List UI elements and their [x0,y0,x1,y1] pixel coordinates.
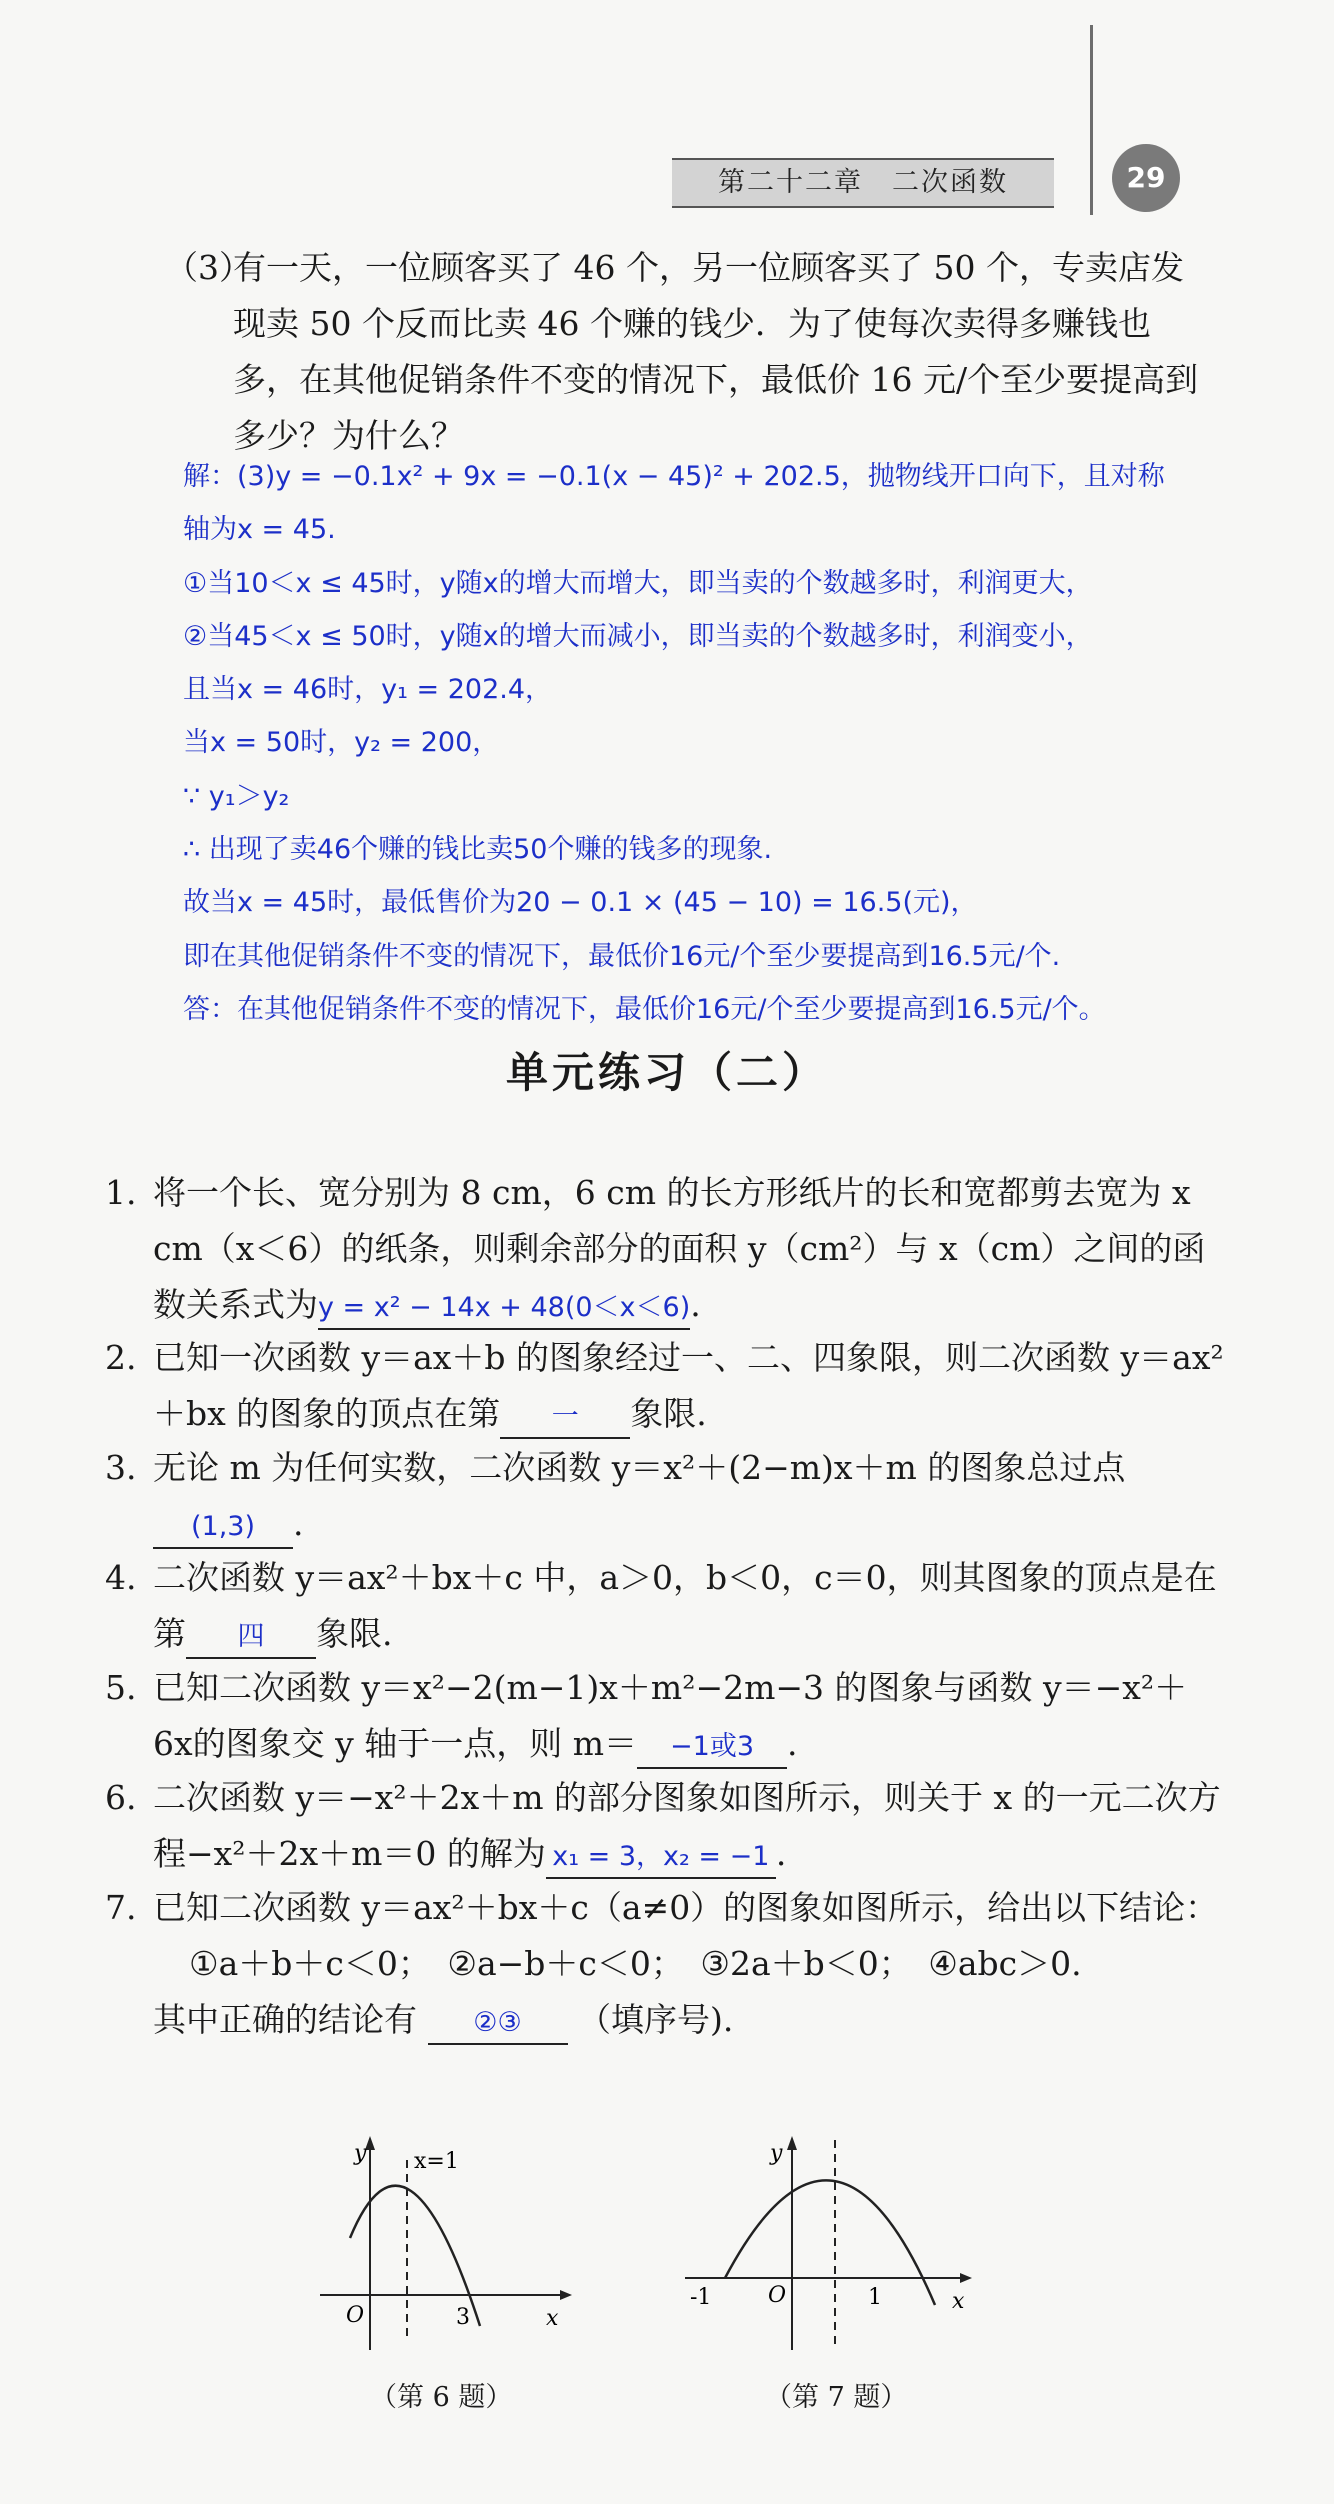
exercise-3 [105,1440,1225,1552]
solution-line: 解：(3)y = −0.1x² + 9x = −0.1(x − 45)² + 202.5，抛物线开口向下，且对称 [183,461,1165,492]
exercise-number: 7. [105,1888,137,1927]
solution-line: ①当10＜x ≤ 45时，y随x的增大而增大，即当卖的个数越多时，利润更大， [183,567,1093,599]
exercise-text-tail: 象限. [316,1614,393,1653]
question-text: 有一天，一位顾客买了 46 个，另一位顾客买了 50 个，专卖店发现卖 50 个反而比卖 46 个赚的钱少．为了使每次卖得多赚钱也多，在其他促销条件不变的情况下，最低价 16 元/个至少要提高到多少？为什么？ [233,248,1199,455]
chapter-header: 第二十二章 二次函数 [672,158,1054,208]
solution-line: ②当45＜x ≤ 50时，y随x的增大而减小，即当卖的个数越多时，利润变小， [183,620,1093,652]
exercise-text-tail: . [775,1834,787,1873]
margin-rule [1090,25,1093,215]
x-label: x [952,2289,965,2314]
answer-blank[interactable] [428,2000,568,2045]
solution-line: 即在其他促销条件不变的情况下，最低价16元/个至少要提高到16.5元/个. [183,940,1061,972]
page-number-badge: 29 [1112,144,1180,212]
solution-line: 故当x = 45时，最低售价为20 − 0.1 × (45 − 10) = 16.5(元)， [183,887,978,919]
answer: y = x² − 14x + 48(0＜x＜6) [318,1292,691,1323]
answer: (1,3) [190,1511,255,1542]
exercise-1 [105,1165,1225,1333]
origin-label: O [346,2303,365,2328]
exercise-5 [105,1660,1225,1772]
answer-blank[interactable] [637,1724,787,1769]
exercise-number: 2. [105,1338,137,1377]
exercise-text-tail: . [787,1724,798,1763]
answer: 一 [551,1401,579,1432]
x-axis-arrow [560,2290,572,2300]
exercise-text-tail: . [293,1504,304,1543]
answer-blank[interactable] [500,1394,630,1439]
y-axis-arrow [787,2136,797,2150]
exercise-text: 已知二次函数 y＝x²−2(m−1)x＋m²−2m−3 的图象与函数 y＝−x²＋6x的图象交 y 轴于一点，则 m＝ [153,1668,1188,1763]
answer: −1或3 [670,1731,754,1762]
figure-6-caption: （第 6 题） [370,2382,513,2413]
symmetry-label: x=1 [414,2149,459,2174]
exercise-text-tail: （填序号). [578,2000,734,2039]
x-label: x [546,2306,559,2331]
exercise-number: 1. [105,1173,137,1212]
exercise-text: 将一个长、宽分别为 8 cm，6 cm 的长方形纸片的长和宽都剪去宽为 x cm（x＜6）的纸条，则剩余部分的面积 y（cm²）与 x（cm）之间的函数关系式为 [153,1173,1206,1324]
figure-7-graph [680,2130,980,2360]
one-label: 1 [868,2285,882,2310]
exercise-4 [105,1550,1225,1662]
answer-blank[interactable] [186,1614,316,1659]
root-label: 3 [456,2305,470,2330]
answer-blank[interactable] [318,1285,690,1330]
exercise-text-tail: 象限. [630,1394,707,1433]
solution-line: 且当x = 46时，y₁ = 202.4， [183,674,553,706]
answer: ②③ [473,2007,522,2038]
exercise-text: 已知一次函数 y＝ax＋b 的图象经过一、二、四象限，则二次函数 y＝ax²＋bx 的图象的顶点在第 [153,1338,1224,1433]
exercise-number: 4. [105,1558,137,1597]
section-title: 单元练习（二） [505,1048,828,1097]
answer: 四 [237,1621,265,1652]
y-label: y [770,2141,783,2166]
figure-6-graph [310,2130,580,2360]
figure-7-caption: （第 7 题） [765,2382,908,2413]
exercise-text: 其中正确的结论有 [153,2000,417,2039]
exercise-text: 无论 m 为任何实数，二次函数 y＝x²＋(2−m)x＋m 的图象总过点 [153,1448,1126,1487]
exercise-text-tail: . [690,1285,701,1324]
exercise-text: 二次函数 y＝ax²＋bx＋c 中，a＞0，b＜0，c＝0，则其图象的顶点是在第 [153,1558,1217,1653]
exercise-options: ①a＋b＋c＜0； ②a−b＋c＜0； ③2a＋b＜0； ④abc＞0. [189,1944,1082,1983]
answer: x₁ = 3，x₂ = −1 [552,1841,770,1872]
neg-one-label: -1 [690,2285,712,2310]
exercise-text: 二次函数 y＝−x²＋2x＋m 的部分图象如图所示，则关于 x 的一元二次方程−x²＋2x＋m＝0 的解为 [153,1778,1221,1873]
solution-line: ∴ 出现了卖46个赚的钱比卖50个赚的钱多的现象. [183,834,773,866]
question-3 [165,240,1205,464]
parabola [725,2180,935,2305]
exercise-number: 6. [105,1778,137,1817]
origin-label: O [768,2283,787,2308]
solution-line: 答：在其他促销条件不变的情况下，最低价16元/个至少要提高到16.5元/个。 [183,993,1106,1025]
exercise-number: 3. [105,1448,137,1487]
exercise-7 [105,1880,1225,2048]
exercise-number: 5. [105,1668,137,1707]
solution-line: 轴为x = 45. [183,514,336,546]
x-axis-arrow [960,2273,972,2283]
y-label: y [354,2141,367,2166]
solution-line: ∵ y₁＞y₂ [183,780,290,812]
y-axis-arrow [365,2136,375,2150]
question-number: （3） [165,248,252,287]
exercise-text: 已知二次函数 y＝ax²＋bx＋c（a≠0）的图象如图所示，给出以下结论： [153,1888,1219,1927]
exercise-2 [105,1330,1225,1442]
handwritten-solution [183,450,1313,1036]
exercise-6 [105,1770,1225,1882]
answer-blank[interactable] [546,1834,776,1879]
solution-line: 当x = 50时，y₂ = 200， [183,727,500,759]
answer-blank[interactable] [153,1504,293,1549]
